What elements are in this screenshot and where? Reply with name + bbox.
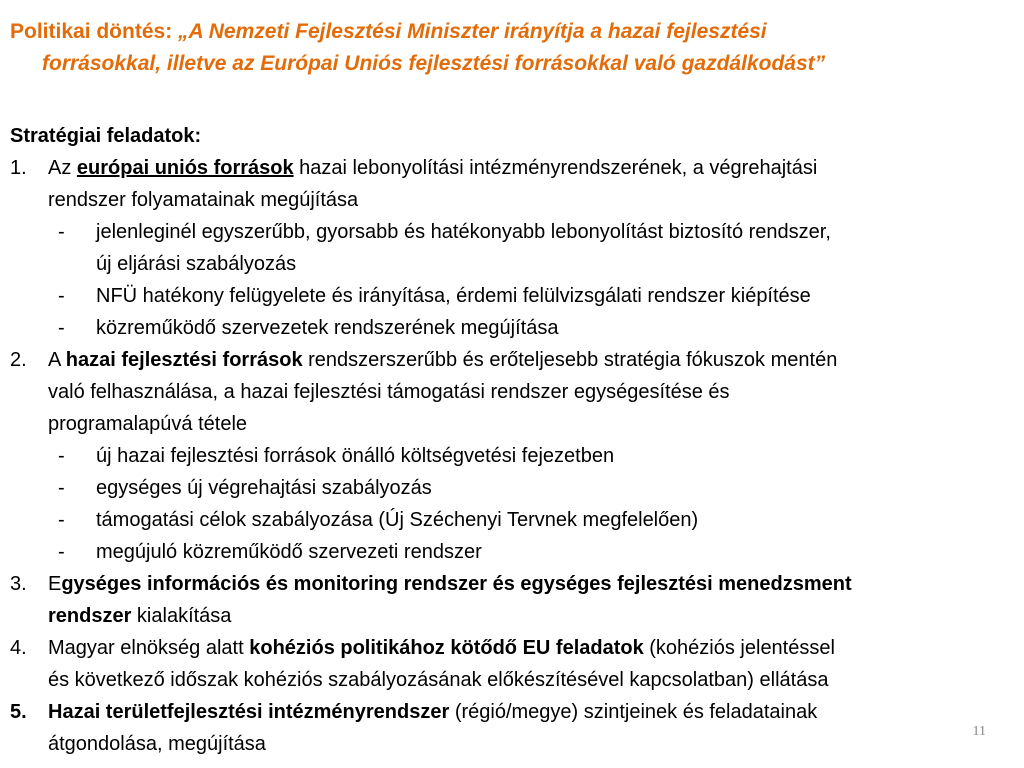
- task-text-line3: programalapúvá tétele: [48, 413, 248, 435]
- task-text-bold: Hazai területfejlesztési intézményrendszer: [48, 701, 450, 723]
- task-text-pre: A: [48, 349, 66, 371]
- task-text-line2-post: kialakítása: [131, 605, 232, 627]
- task-number: 3.: [10, 573, 27, 595]
- bullet-text: egységes új végrehajtási szabályozás: [96, 477, 432, 499]
- bullet-item: [10, 216, 1015, 280]
- task-text: [48, 632, 1015, 696]
- task-number: 4.: [10, 637, 27, 659]
- task-text: [48, 344, 1015, 440]
- bullet-line2: új eljárási szabályozás: [96, 253, 297, 275]
- task-text-line2: való felhasználása, a hazai fejlesztési támogatási rendszer egységesítése és: [48, 381, 730, 403]
- dash-marker: -: [58, 541, 65, 563]
- task-text-pre: Az: [48, 157, 77, 179]
- task-number: 5.: [10, 701, 27, 723]
- page-number: 11: [972, 724, 986, 739]
- bullet-item: [10, 504, 1015, 536]
- bullet-item: [10, 472, 1015, 504]
- dash-marker: -: [58, 509, 65, 531]
- task-item-2: [10, 344, 1015, 440]
- task-text: [48, 568, 1015, 632]
- task-text-pre: Magyar elnökség alatt: [48, 637, 250, 659]
- task-number: 1.: [10, 157, 27, 179]
- task-text-post: (kohéziós jelentéssel: [643, 637, 835, 659]
- task-text-bold: gységes információs és monitoring rendszer és egységes fejlesztési menedzsment: [61, 573, 852, 595]
- task-number: 2.: [10, 349, 27, 371]
- task-text-line2: és következő időszak kohéziós szabályozásának előkészítésével kapcsolatban) ellátása: [48, 669, 829, 691]
- slide-heading: [10, 16, 1010, 80]
- bullet-text: megújuló közreműködő szervezeti rendszer: [96, 541, 482, 563]
- task-item-3: [10, 568, 1015, 632]
- dash-marker: -: [58, 317, 65, 339]
- bullet-line1: jelenleginél egyszerűbb, gyorsabb és hatékonyabb lebonyolítást biztosító rendszer,: [96, 221, 831, 243]
- bullet-text: új hazai fejlesztési források önálló költségvetési fejezetben: [96, 445, 615, 467]
- bullet-item: [10, 312, 1015, 344]
- task-text-bold: hazai fejlesztési források: [65, 349, 303, 371]
- dash-marker: -: [58, 221, 65, 243]
- bullet-text: közreműködő szervezetek rendszerének megújítása: [96, 317, 559, 339]
- task-text: [48, 152, 1015, 216]
- task-text-line2: rendszer folyamatainak megújítása: [48, 189, 359, 211]
- dash-marker: -: [58, 285, 65, 307]
- bullet-item: [10, 440, 1015, 472]
- dash-marker: -: [58, 477, 65, 499]
- task-text-post: rendszerszerűbb és erőteljesebb stratégia fókuszok mentén: [302, 349, 838, 371]
- heading-quote-line2: forrásokkal, illetve az Európai Uniós fejlesztési forrásokkal való gazdálkodást”: [42, 52, 826, 75]
- bullet-item: [10, 280, 1015, 312]
- heading-prefix: Politikai döntés:: [10, 20, 179, 43]
- task-text: [48, 696, 1015, 760]
- strategic-tasks-title: Stratégiai feladatok:: [10, 125, 202, 147]
- task-item-5: [10, 696, 1015, 760]
- task-item-1: [10, 152, 1015, 216]
- bullet-text: NFÜ hatékony felügyelete és irányítása, érdemi felülvizsgálati rendszer kiépítése: [96, 285, 811, 307]
- task-text-post: hazai lebonyolítási intézményrendszerének, a végrehajtási: [293, 157, 818, 179]
- task-text-line2: átgondolása, megújítása: [48, 733, 266, 755]
- bullet-text: [96, 216, 1015, 280]
- task-text-bold: európai uniós források: [76, 157, 294, 179]
- task-item-4: [10, 632, 1015, 696]
- bullet-item: [10, 536, 1015, 568]
- task-text-post: (régió/megye) szintjeinek és feladatainak: [449, 701, 818, 723]
- task-text-bold: kohéziós politikához kötődő EU feladatok: [249, 637, 644, 659]
- heading-quote-line1: „A Nemzeti Fejlesztési Miniszter irányítja a hazai fejlesztési: [178, 20, 767, 43]
- dash-marker: -: [58, 445, 65, 467]
- task-text-pre: E: [48, 573, 62, 595]
- task-text-line2-bold: rendszer: [48, 605, 132, 627]
- bullet-text: támogatási célok szabályozása (Új Széchenyi Tervnek megfelelően): [96, 509, 699, 531]
